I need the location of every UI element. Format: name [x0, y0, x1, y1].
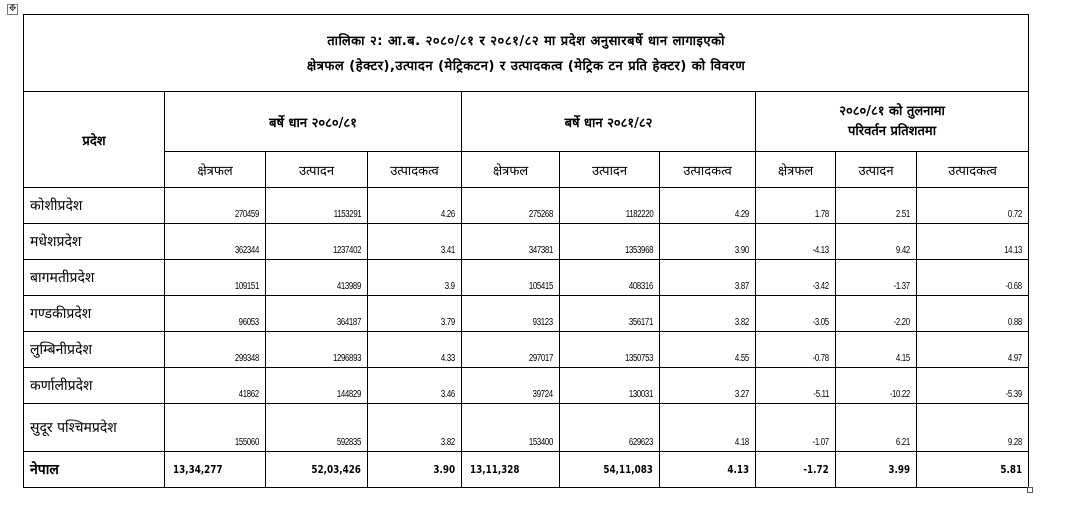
cell-value: -5.39: [1005, 389, 1023, 400]
value-cell: [462, 260, 560, 296]
cell-value: 3.82: [735, 317, 749, 328]
cell-value: 93123: [532, 317, 553, 328]
cell-value: 41862: [238, 389, 259, 400]
cell-value: 413989: [336, 281, 361, 292]
province-header: प्रदेश: [24, 92, 165, 188]
total-production-2080: 52,03,426: [311, 463, 361, 476]
table-resize-handle[interactable]: [1027, 487, 1033, 493]
value-cell: [660, 332, 756, 368]
cell-value: 356171: [628, 317, 653, 328]
cell-value: -0.78: [812, 353, 829, 364]
value-cell: [660, 224, 756, 260]
province-name: मधेशप्रदेश: [24, 224, 165, 260]
value-cell: [368, 296, 462, 332]
value-cell: [560, 368, 660, 404]
table-row: [24, 260, 1029, 296]
cell-value: 109151: [234, 281, 259, 292]
group-header-change-percent: [756, 92, 1029, 152]
value-cell: [756, 260, 836, 296]
value-cell: [836, 224, 917, 260]
value-cell: [917, 296, 1029, 332]
value-cell: [368, 404, 462, 452]
value-cell: [462, 404, 560, 452]
value-cell: [266, 188, 368, 224]
table-row: [24, 332, 1029, 368]
value-cell: [165, 188, 266, 224]
total-production-2081: 54,11,083: [603, 463, 653, 476]
value-cell: [165, 332, 266, 368]
cell-value: 4.33: [441, 353, 455, 364]
value-cell: [660, 260, 756, 296]
cell-value: 347381: [528, 245, 553, 256]
cell-value: 3.46: [441, 389, 455, 400]
total-cell: [917, 452, 1029, 488]
value-cell: [660, 188, 756, 224]
subheader-production-2080: उत्पादन: [266, 152, 368, 188]
value-cell: [462, 224, 560, 260]
value-cell: [462, 188, 560, 224]
cell-value: 2.51: [896, 209, 910, 220]
total-cell: [560, 452, 660, 488]
cell-value: 4.26: [441, 209, 455, 220]
change-header-line1: २०८०/८१ को तुलनामा: [839, 103, 945, 119]
cell-value: 1.78: [815, 209, 829, 220]
cell-value: 155060: [234, 437, 259, 448]
cell-value: 39724: [532, 389, 553, 400]
cell-value: 408316: [628, 281, 653, 292]
value-cell: [560, 404, 660, 452]
table-title-line1: तालिका २: आ.ब. २०८०/८१ र २०८१/८२ मा प्रदेश अनुसारबर्षे धान लागाइएको: [327, 34, 725, 49]
cell-value: -4.13: [812, 245, 829, 256]
cell-value: 3.87: [735, 281, 749, 292]
cell-value: 3.90: [735, 245, 749, 256]
cell-value: 9.42: [896, 245, 910, 256]
cell-value: 1296893: [332, 353, 361, 364]
total-cell: [165, 452, 266, 488]
province-name: लुम्बिनीप्रदेश: [24, 332, 165, 368]
value-cell: [368, 224, 462, 260]
value-cell: [462, 368, 560, 404]
value-cell: [917, 224, 1029, 260]
cell-value: 0.72: [1008, 209, 1023, 220]
group-header-2081-82: बर्षे धान २०८१/८२: [462, 92, 756, 152]
cell-value: 3.82: [441, 437, 455, 448]
cell-value: 362344: [234, 245, 259, 256]
cell-value: 4.55: [735, 353, 749, 364]
total-production-change: 3.99: [888, 463, 910, 476]
value-cell: [368, 332, 462, 368]
value-cell: [836, 260, 917, 296]
total-area-2081: 13,11,328: [470, 463, 520, 476]
table-row: [24, 404, 1029, 452]
total-cell: [368, 452, 462, 488]
value-cell: [660, 404, 756, 452]
value-cell: [756, 368, 836, 404]
value-cell: [560, 188, 660, 224]
value-cell: [836, 332, 917, 368]
cell-value: -3.42: [812, 281, 829, 292]
province-name: गण्डकीप्रदेश: [24, 296, 165, 332]
value-cell: [560, 296, 660, 332]
total-cell: [266, 452, 368, 488]
subheader-productivity-2081: उत्पादकत्व: [660, 152, 756, 188]
total-productivity-2080: 3.90: [433, 463, 455, 476]
value-cell: [917, 404, 1029, 452]
total-row: [24, 452, 1029, 488]
cell-value: 1353968: [624, 245, 653, 256]
subheader-production-change: उत्पादन: [836, 152, 917, 188]
cell-value: 364187: [336, 317, 361, 328]
table-row: [24, 368, 1029, 404]
table-row: [24, 188, 1029, 224]
province-rice-table: [23, 14, 1029, 488]
value-cell: [266, 368, 368, 404]
subheader-productivity-2080: उत्पादकत्व: [368, 152, 462, 188]
table-row: [24, 296, 1029, 332]
change-header-line2: परिवर्तन प्रतिशतमा: [848, 123, 937, 139]
total-cell: [756, 452, 836, 488]
value-cell: [560, 260, 660, 296]
total-area-change: -1.72: [803, 463, 829, 476]
total-area-2080: 13,34,277: [173, 463, 223, 476]
cell-value: 14.13: [1004, 245, 1023, 256]
cell-value: 6.21: [896, 437, 910, 448]
value-cell: [165, 368, 266, 404]
value-cell: [266, 224, 368, 260]
table-title-line2: क्षेत्रफल (हेक्टर),उत्पादन (मेट्रिकटन) र उत्पादकत्व (मेट्रिक टन प्रति हेक्टर) को विवरण: [306, 59, 746, 74]
value-cell: [165, 260, 266, 296]
cell-value: 629623: [628, 437, 653, 448]
cell-value: 3.79: [441, 317, 455, 328]
value-cell: [836, 188, 917, 224]
value-cell: [756, 404, 836, 452]
cell-value: 297017: [528, 353, 553, 364]
table-title: [24, 15, 1029, 92]
cell-value: 96053: [238, 317, 259, 328]
value-cell: [368, 368, 462, 404]
cell-value: -0.68: [1005, 281, 1023, 292]
total-cell: [836, 452, 917, 488]
cell-value: -1.37: [893, 281, 910, 292]
cell-value: 4.15: [896, 353, 910, 364]
value-cell: [836, 404, 917, 452]
cell-value: 3.41: [441, 245, 455, 256]
table-body: [24, 188, 1029, 452]
cell-value: -2.20: [893, 317, 910, 328]
cell-value: 130031: [628, 389, 653, 400]
subheader-production-2081: उत्पादन: [560, 152, 660, 188]
value-cell: [660, 368, 756, 404]
total-productivity-2081: 4.13: [727, 463, 749, 476]
province-name: सुदूर पश्चिमप्रदेश: [24, 404, 165, 452]
cell-value: -5.11: [813, 389, 829, 400]
cell-value: 4.29: [735, 209, 749, 220]
cell-value: 1350753: [624, 353, 653, 364]
cell-value: 1237402: [332, 245, 361, 256]
subheader-area-2081: क्षेत्रफल: [462, 152, 560, 188]
value-cell: [917, 260, 1029, 296]
value-cell: [756, 332, 836, 368]
total-productivity-change: 5.81: [1000, 463, 1023, 476]
cell-value: 1153291: [333, 209, 361, 220]
value-cell: [165, 224, 266, 260]
value-cell: [560, 224, 660, 260]
cell-value: 4.18: [735, 437, 749, 448]
cell-value: -10.22: [889, 389, 910, 400]
cell-value: 299348: [234, 353, 259, 364]
value-cell: [560, 332, 660, 368]
value-cell: [462, 296, 560, 332]
subheader-productivity-change: उत्पादकत्व: [917, 152, 1029, 188]
cell-value: -1.07: [812, 437, 829, 448]
province-name: कर्णालीप्रदेश: [24, 368, 165, 404]
cell-value: 1182220: [625, 209, 653, 220]
total-cell: [660, 452, 756, 488]
value-cell: [266, 296, 368, 332]
value-cell: [462, 332, 560, 368]
value-cell: [368, 188, 462, 224]
province-name: बागमतीप्रदेश: [24, 260, 165, 296]
cell-value: -3.05: [812, 317, 829, 328]
cell-value: 144829: [336, 389, 361, 400]
value-cell: [756, 188, 836, 224]
cell-value: 105415: [528, 281, 553, 292]
value-cell: [266, 404, 368, 452]
value-cell: [917, 188, 1029, 224]
total-label: नेपाल: [24, 452, 165, 488]
province-name: कोशीप्रदेश: [24, 188, 165, 224]
value-cell: [917, 368, 1029, 404]
value-cell: [836, 296, 917, 332]
value-cell: [756, 296, 836, 332]
group-header-2080-81: बर्षे धान २०८०/८१: [165, 92, 462, 152]
value-cell: [165, 404, 266, 452]
cell-value: 153400: [528, 437, 553, 448]
value-cell: [660, 296, 756, 332]
cell-value: 3.9: [445, 281, 455, 292]
value-cell: [165, 296, 266, 332]
cell-value: 3.27: [735, 389, 749, 400]
value-cell: [266, 332, 368, 368]
table-row: [24, 224, 1029, 260]
table-move-handle-icon[interactable]: ✥: [8, 4, 17, 14]
value-cell: [756, 224, 836, 260]
total-cell: [462, 452, 560, 488]
value-cell: [266, 260, 368, 296]
subheader-area-change: क्षेत्रफल: [756, 152, 836, 188]
value-cell: [917, 332, 1029, 368]
cell-value: 9.28: [1008, 437, 1023, 448]
cell-value: 592835: [336, 437, 361, 448]
value-cell: [368, 260, 462, 296]
subheader-area-2080: क्षेत्रफल: [165, 152, 266, 188]
cell-value: 0.88: [1008, 317, 1023, 328]
cell-value: 270459: [234, 209, 259, 220]
value-cell: [836, 368, 917, 404]
cell-value: 4.97: [1008, 353, 1023, 364]
cell-value: 275268: [528, 209, 553, 220]
